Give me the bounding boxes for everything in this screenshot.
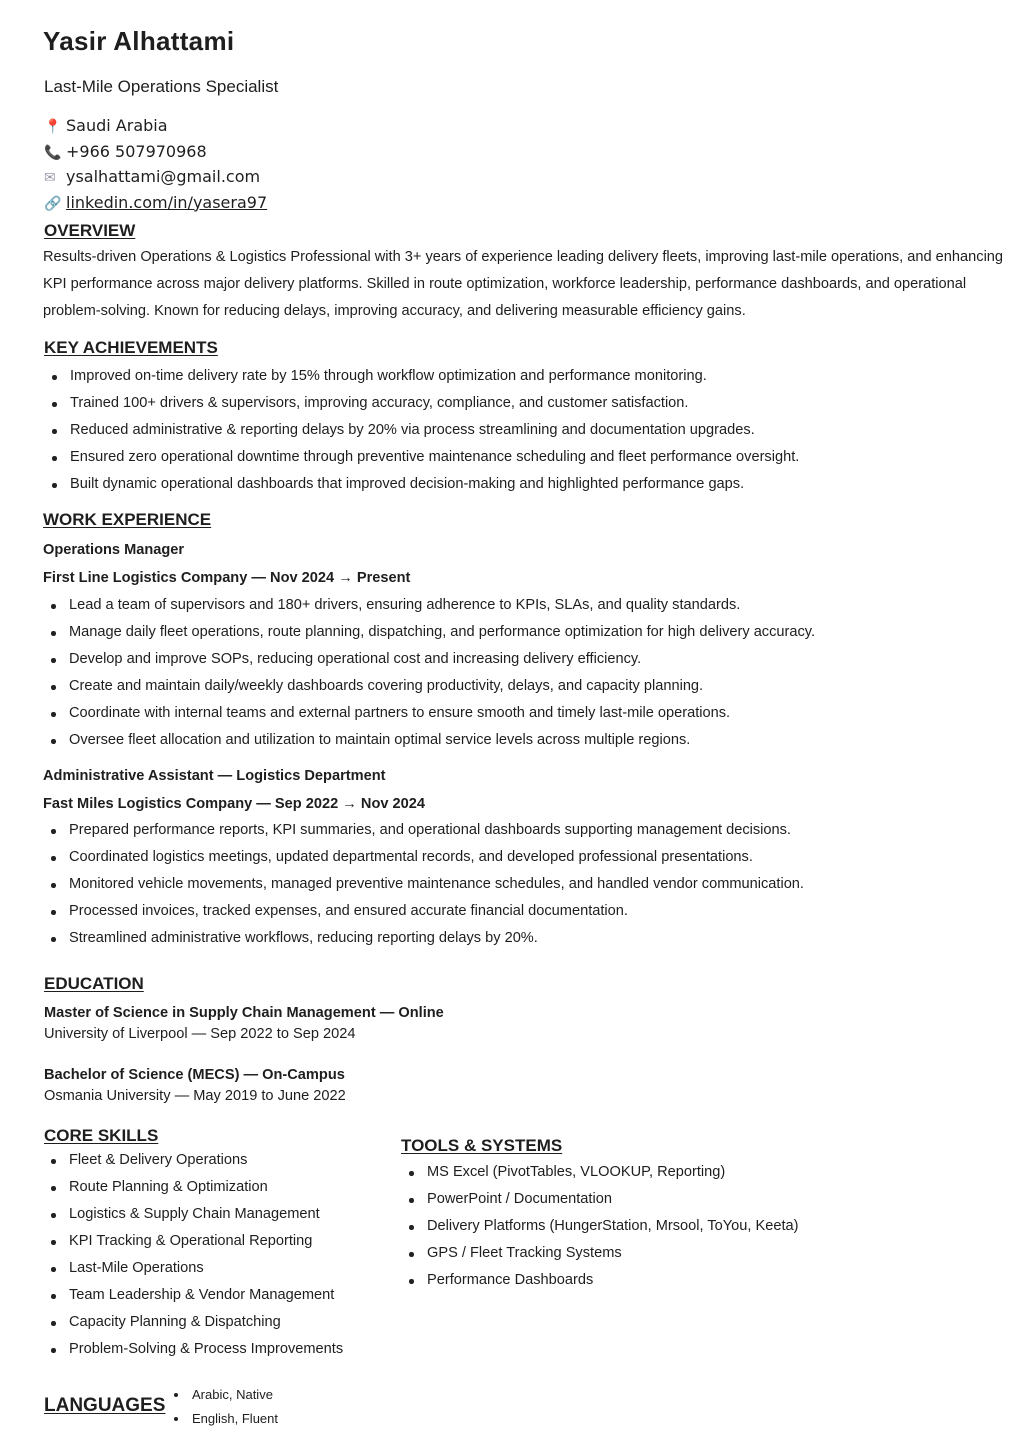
education-heading: EDUCATION: [44, 974, 144, 993]
overview-heading: OVERVIEW: [44, 221, 136, 240]
list-item: Lead a team of supervisors and 180+ drivers, ensuring adherence to KPIs, SLAs, and quality standards.: [43, 592, 815, 619]
list-item: Coordinate with internal teams and external partners to ensure smooth and timely last-mile operations.: [43, 700, 815, 727]
candidate-name: Yasir Alhattami: [43, 26, 235, 56]
list-item: MS Excel (PivotTables, VLOOKUP, Reporting): [401, 1159, 799, 1186]
job-duties-list: [43, 817, 804, 952]
list-item: Develop and improve SOPs, reducing operational cost and increasing delivery efficiency.: [43, 646, 815, 673]
job-role: Administrative Assistant — Logistics Department: [43, 768, 386, 784]
list-item: Capacity Planning & Dispatching: [43, 1309, 343, 1336]
list-item: Fleet & Delivery Operations: [43, 1147, 343, 1174]
education-entry: [44, 1003, 444, 1045]
list-item: Manage daily fleet operations, route planning, dispatching, and performance optimization for high delivery accuracy.: [43, 619, 815, 646]
phone-icon: 📞: [44, 144, 62, 161]
education-entry: [44, 1065, 346, 1107]
job-company: First Line Logistics Company — Nov 2024 → Present: [43, 570, 411, 586]
contact-email: ✉ ysalhattami@gmail.com: [44, 165, 267, 191]
job-title: Last-Mile Operations Specialist: [44, 77, 279, 96]
languages-list: [172, 1383, 278, 1431]
school: Osmania University — May 2019 to June 2022: [44, 1088, 346, 1104]
achievements-list: [44, 363, 799, 498]
list-item: Ensured zero operational downtime through preventive maintenance scheduling and fleet performance oversight.: [44, 444, 799, 471]
list-item: English, Fluent: [172, 1407, 278, 1431]
list-item: Performance Dashboards: [401, 1267, 799, 1294]
contact-info: [44, 114, 267, 216]
contact-phone: 📞 +966 507970968: [44, 140, 267, 166]
envelope-icon: ✉: [44, 170, 56, 186]
list-item: Problem-Solving & Process Improvements: [43, 1336, 343, 1363]
school: University of Liverpool — Sep 2022 to Sep 2024: [44, 1026, 356, 1042]
list-item: Route Planning & Optimization: [43, 1174, 343, 1201]
list-item: Improved on-time delivery rate by 15% through workflow optimization and performance monitoring.: [44, 363, 799, 390]
list-item: Monitored vehicle movements, managed preventive maintenance schedules, and handled vendor communication.: [43, 871, 804, 898]
list-item: GPS / Fleet Tracking Systems: [401, 1240, 799, 1267]
achievements-heading: KEY ACHIEVEMENTS: [44, 338, 218, 357]
list-item: Oversee fleet allocation and utilization to maintain optimal service levels across multiple regions.: [43, 727, 815, 754]
list-item: KPI Tracking & Operational Reporting: [43, 1228, 343, 1255]
tools-heading: TOOLS & SYSTEMS: [401, 1136, 563, 1155]
list-item: Create and maintain daily/weekly dashboards covering productivity, delays, and capacity planning.: [43, 673, 815, 700]
degree: Bachelor of Science (MECS) — On-Campus: [44, 1067, 345, 1083]
overview-text: Results-driven Operations & Logistics Professional with 3+ years of experience leading delivery fleets, improving last-mile operations, and enhancing KPI performance across major delivery platforms. Skilled in route optimization, workforce leadership, performance dashboards, and operational problem-solving. Known for reducing delays, improving accuracy, and delivering measurable efficiency gains.: [43, 249, 1004, 319]
list-item: Coordinated logistics meetings, updated departmental records, and developed professional presentations.: [43, 844, 804, 871]
list-item: Prepared performance reports, KPI summaries, and operational dashboards supporting management decisions.: [43, 817, 804, 844]
experience-heading: WORK EXPERIENCE: [43, 510, 212, 529]
job-company: Fast Miles Logistics Company — Sep 2022 → Nov 2024: [43, 796, 426, 812]
list-item: Streamlined administrative workflows, reducing reporting delays by 20%.: [43, 925, 804, 952]
list-item: PowerPoint / Documentation: [401, 1186, 799, 1213]
skills-heading: CORE SKILLS: [44, 1126, 159, 1145]
list-item: Last-Mile Operations: [43, 1255, 343, 1282]
list-item: Built dynamic operational dashboards that improved decision-making and highlighted performance gaps.: [44, 471, 799, 498]
job-role: Operations Manager: [43, 542, 185, 558]
pin-icon: 📍: [44, 119, 62, 135]
list-item: Logistics & Supply Chain Management: [43, 1201, 343, 1228]
job-duties-list: [43, 592, 815, 754]
list-item: Trained 100+ drivers & supervisors, improving accuracy, compliance, and customer satisfaction.: [44, 390, 799, 417]
list-item: Team Leadership & Vendor Management: [43, 1282, 343, 1309]
list-item: Delivery Platforms (HungerStation, Mrsool, ToYou, Keeta): [401, 1213, 799, 1240]
list-item: Arabic, Native: [172, 1383, 278, 1407]
link-icon: 🔗: [44, 195, 62, 212]
skills-list: [43, 1147, 343, 1363]
linkedin-link[interactable]: linkedin.com/in/yasera97: [66, 192, 268, 212]
list-item: Reduced administrative & reporting delays by 20% via process streamlining and documentation upgrades.: [44, 417, 799, 444]
contact-linkedin: [44, 191, 267, 217]
contact-location: 📍 Saudi Arabia: [44, 114, 267, 140]
languages-heading: LANGUAGES: [44, 1395, 166, 1416]
tools-list: [401, 1159, 799, 1294]
list-item: Processed invoices, tracked expenses, and ensured accurate financial documentation.: [43, 898, 804, 925]
degree: Master of Science in Supply Chain Management — Online: [44, 1005, 444, 1021]
